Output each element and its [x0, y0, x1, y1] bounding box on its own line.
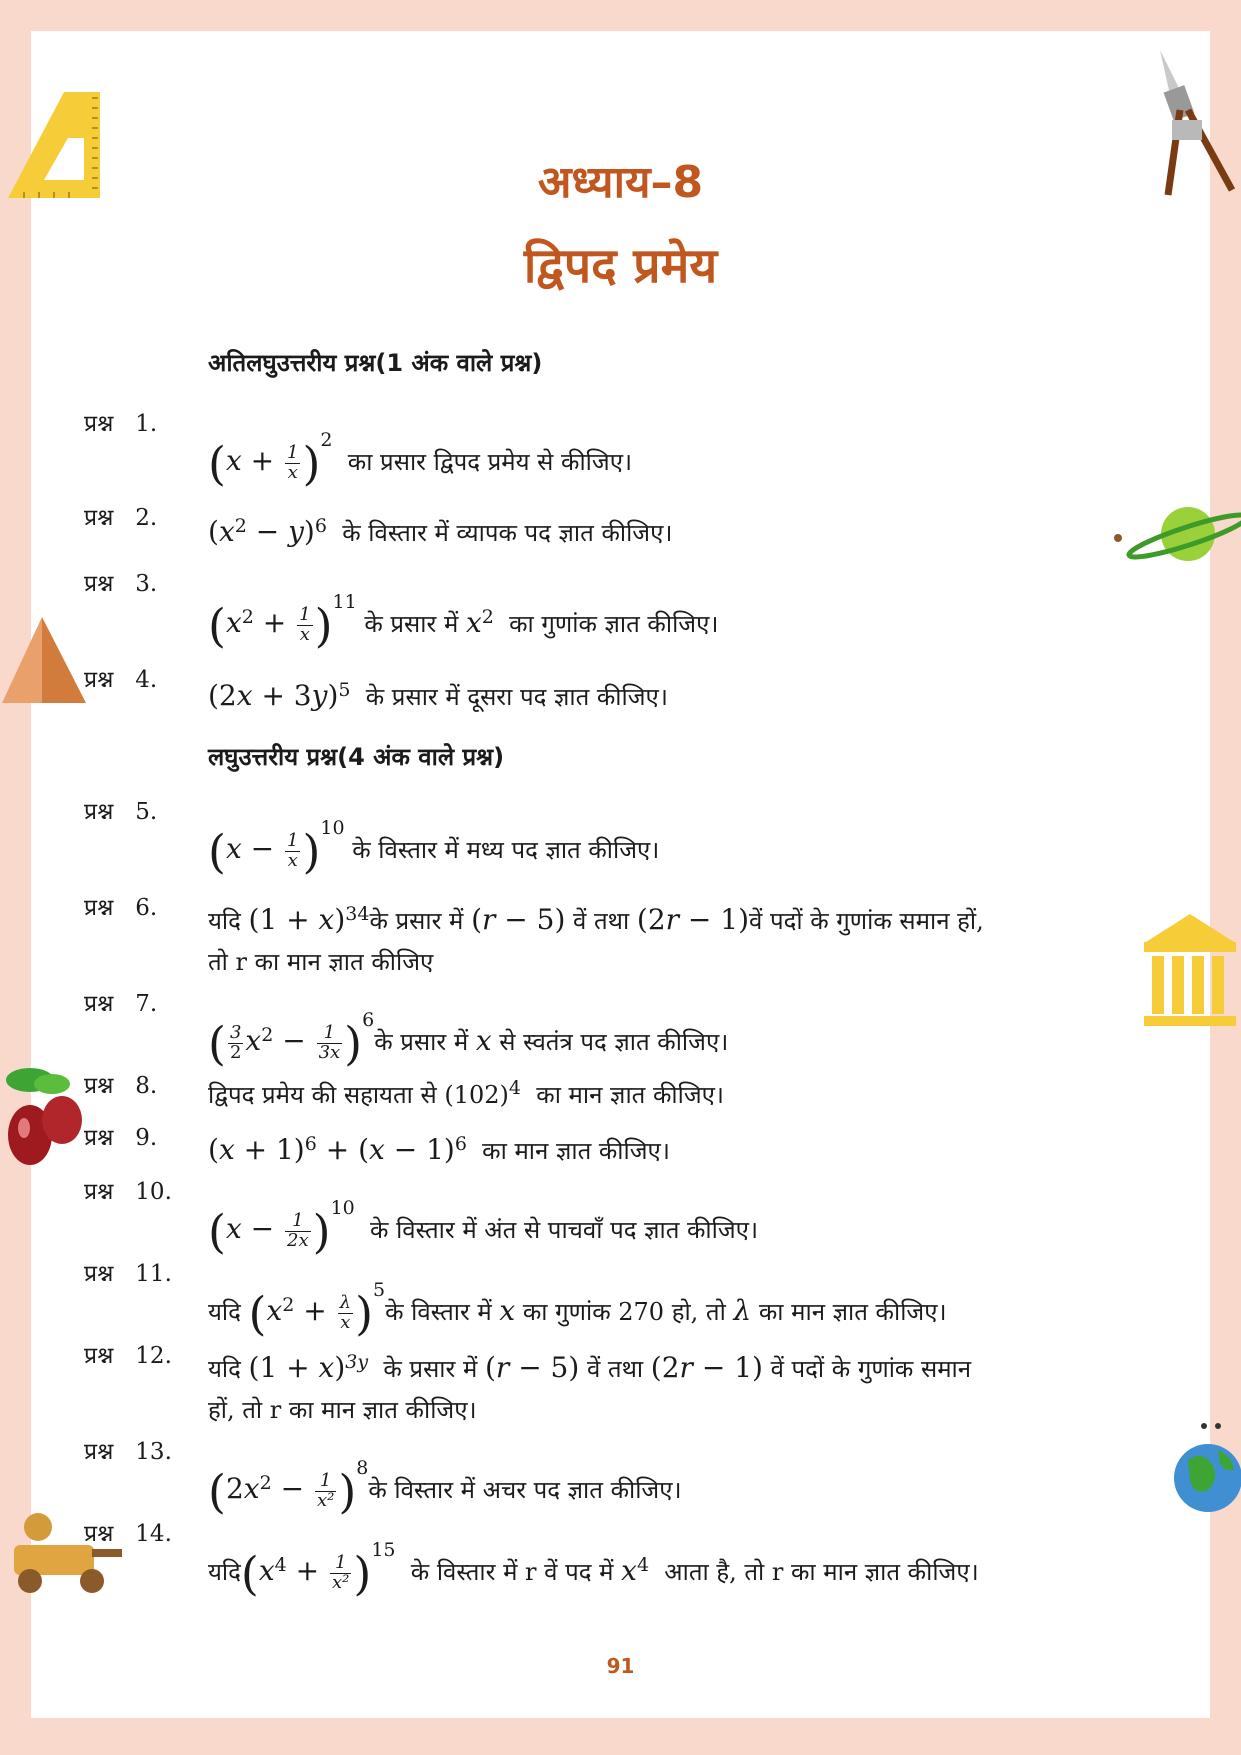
- question-text: $यदि(x^4$ + $\frac{1}{\text{x²}}$ )$^{15}$ के विस्तार में r वें पद में $x^4$ आता है, तो r का मान ज्ञात कीजिए।: [208, 1539, 979, 1601]
- beans-icon: [0, 1060, 90, 1170]
- question-label: प्रश्न 3.: [84, 571, 158, 597]
- question-label: प्रश्न 8.: [84, 1073, 158, 1099]
- question-text: $(x + 1)^6 + (x - 1)^6$ का मान ज्ञात कीजिए।: [208, 1133, 670, 1166]
- globe-icon: [1168, 1420, 1241, 1515]
- page-title: द्विपद प्रमेय: [523, 238, 718, 294]
- question-text: यदि $(1 + x)^{3y}$ के प्रसार में (r − 5) वें तथा (2r − 1) वें पदों के गुणांक समान हों, तो r का मान ज्ञात कीजिए।: [208, 1351, 972, 1424]
- page-number: 91: [606, 1654, 635, 1678]
- question-label: प्रश्न 12.: [84, 1343, 172, 1369]
- question-label: प्रश्न 9.: [84, 1125, 158, 1151]
- question-text: यदि $(1 + x)^{34}के$ प्रसार में (r − 5) वें तथा (2r − 1)वें पदों के गुणांक समान हों, तो r का मान ज्ञात कीजिए: [208, 903, 984, 976]
- question-text: $(x^2 - y)^6$ के विस्तार में व्यापक पद ज्ञात कीजिए।: [208, 515, 673, 548]
- question-text: ( $\frac{3}{2}$ $x^2$ − $\frac{1}{3x}$ )$^6$के प्रसार में x से स्वतंत्र पद ज्ञात कीजिए।: [208, 1009, 729, 1071]
- question-label: प्रश्न 10.: [84, 1179, 172, 1205]
- question-label: प्रश्न 14.: [84, 1521, 172, 1547]
- pyramid-icon: [0, 615, 90, 705]
- question-label: प्रश्न 13.: [84, 1439, 172, 1465]
- question-label: प्रश्न 2.: [84, 505, 158, 531]
- question-text: यदि ($x^2$ + $\frac{\lambda}{x}$ )$^5$के विस्तार में x का गुणांक 270 हो, तो λ का मान ज्ञात कीजिए।: [208, 1279, 947, 1341]
- section-heading-short: लघुउत्तरीय प्रश्न(4 अंक वाले प्रश्न): [208, 743, 505, 771]
- question-label: प्रश्न 1.: [84, 411, 158, 437]
- question-label: प्रश्न 4.: [84, 667, 158, 693]
- question-text: (x − $\frac{1}{2x}$ )$^{10}$ के विस्तार में अंत से पाचवाँ पद ज्ञात कीजिए।: [208, 1197, 759, 1259]
- question-label: प्रश्न 7.: [84, 991, 158, 1017]
- question-text: द्विपद प्रमेय की सहायता से $(102)^4$ का मान ज्ञात कीजिए।: [208, 1077, 725, 1109]
- question-label: प्रश्न 5.: [84, 799, 158, 825]
- question-label: प्रश्न 6.: [84, 895, 158, 921]
- chapter-heading: अध्याय–8: [537, 157, 704, 208]
- question-text: ($2x^2$ − $\frac{1}{\text{x²}}$ )$^8$के विस्तार में अचर पद ज्ञात कीजिए।: [208, 1457, 682, 1519]
- section-heading-very-short: अतिलघुउत्तरीय प्रश्न(1 अंक वाले प्रश्न): [208, 349, 543, 377]
- pillar-icon: [1140, 912, 1241, 1028]
- question-text: ($x^2$ + $\frac{1}{x}$ )$^{11}$ के प्रसार में $x^2$ का गुणांक ज्ञात कीजिए।: [208, 591, 719, 653]
- question-text: (x − $\frac{1}{x}$ )$^{10}$ के विस्तार में मध्य पद ज्ञात कीजिए।: [208, 817, 660, 879]
- question-label: प्रश्न 11.: [84, 1261, 172, 1287]
- question-text: $(2x + 3y)^5$ के प्रसार में दूसरा पद ज्ञात कीजिए।: [208, 679, 668, 712]
- question-text: (x + $\frac{1}{x}$ )$^2$ का प्रसार द्विपद प्रमेय से कीजिए।: [208, 429, 633, 491]
